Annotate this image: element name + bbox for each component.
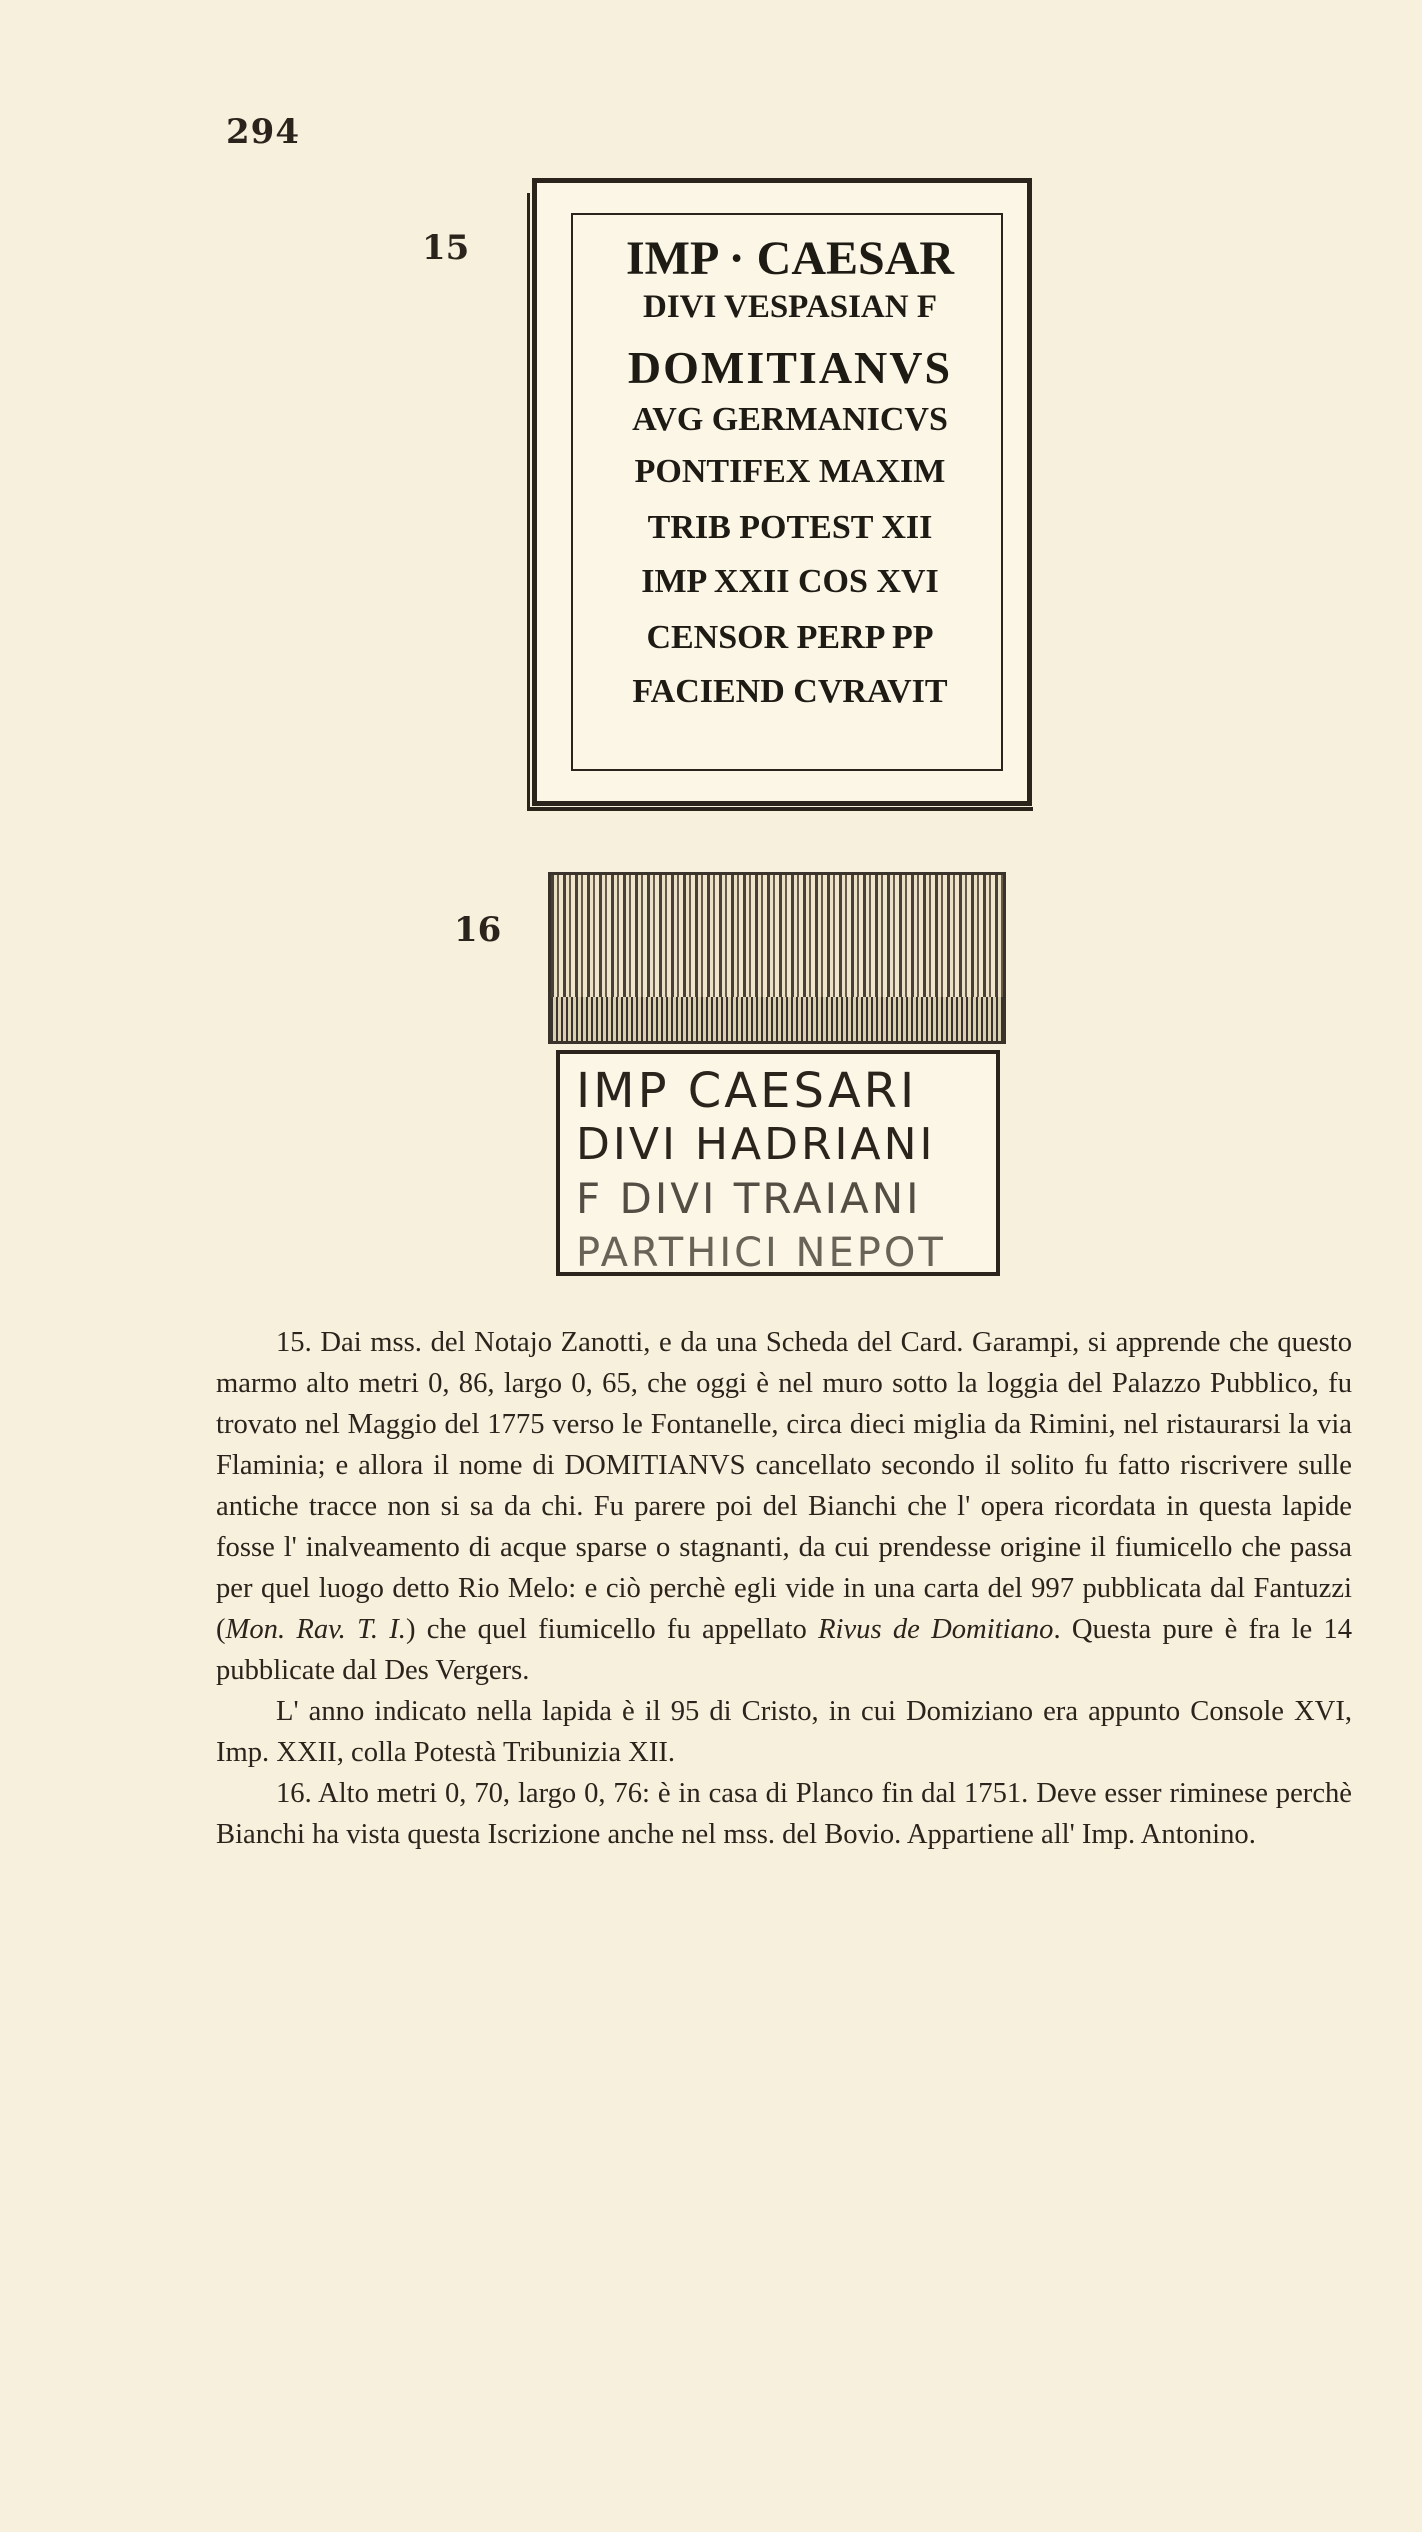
text-span: . Questa pure è fra le 14 pubblicate dal Des Vergers. — [216, 1614, 1352, 1686]
inscription-number: 16 — [454, 910, 502, 950]
inscription-line: IMP CAESARI — [576, 1063, 918, 1119]
commentary-paragraph-15 — [216, 1322, 1352, 1691]
text-span: ) che quel fiumicello fu appellato — [405, 1614, 807, 1645]
inscription-line: IMP · CAESAR — [625, 232, 955, 285]
commentary-paragraph-date: L' anno indicato nella lapida è il 95 di Cristo, in cui Domiziano era appunto Console XVI, Imp. XXII, colla Potestà Tribunizia XII. — [216, 1696, 1352, 1768]
commentary-text — [216, 1322, 1352, 1855]
inscription-line: DIVI HADRIANI — [576, 1119, 936, 1170]
inscription-16-panel — [556, 1050, 1000, 1276]
inscription-line: CENSOR PERP PP — [646, 619, 934, 656]
inscription-line: FACIEND CVRAVIT — [632, 673, 948, 710]
reference-italic: Rivus de Domitiano — [818, 1614, 1054, 1645]
inscription-line: DIVI VESPASIAN F — [642, 289, 937, 325]
inscription-16-stone — [548, 872, 1006, 1280]
inscription-line: DOMITIANVS — [627, 342, 953, 393]
text-span: 15. Dai mss. del Notajo Zanotti, e da una Scheda del Card. Garampi, si apprende che questo marmo alto metri 0, 86, largo 0, 65, che oggi è nel muro sotto la loggia del Palazzo Pubblico, fu trovato nel Maggio del 1775 verso le Fontanelle, circa dieci miglia da Rimini, nel ristaurarsi la via Flaminia; e allora il nome di DOMITIANVS cancellato secondo il solito fu fatto riscrivere sulle antiche tracce non si sa da chi. Fu parere poi del Bianchi che l' opera ricordata in questa lapide fosse l' inalveamento di acque sparse o stagnanti, da cui prendesse origine il fiumicello che passa per quel luogo detto Rio Melo: e ciò perchè egli vide in una carta del 997 pubblicata dal Fantuzzi ( — [216, 1327, 1352, 1645]
inscription-16-text — [576, 1064, 986, 1280]
inscription-line: PARTHICI NEPOT — [576, 1230, 946, 1276]
inscription-line: PONTIFEX MAXIM — [634, 453, 946, 490]
inscription-15-frame — [532, 178, 1032, 806]
inscription-line: IMP XXII COS XVI — [641, 563, 939, 600]
inscription-line: AVG GERMANICVS — [632, 401, 948, 438]
inscription-number: 15 — [422, 228, 470, 268]
inscription-line: TRIB POTEST XII — [647, 509, 933, 546]
inscription-line: F DIVI TRAIANI — [576, 1174, 922, 1223]
page-number: 294 — [226, 112, 300, 152]
reference-italic: Mon. Rav. T. I. — [225, 1614, 406, 1645]
commentary-paragraph-16: 16. Alto metri 0, 70, largo 0, 76: è in casa di Planco fin dal 1751. Deve esser riminese perchè Bianchi ha vista questa Iscrizione anche nel mss. del Bovio. Appartiene all' Imp. Antonino. — [216, 1778, 1352, 1850]
relief-carving-image — [548, 872, 1006, 1044]
inscription-15-text — [583, 232, 997, 729]
